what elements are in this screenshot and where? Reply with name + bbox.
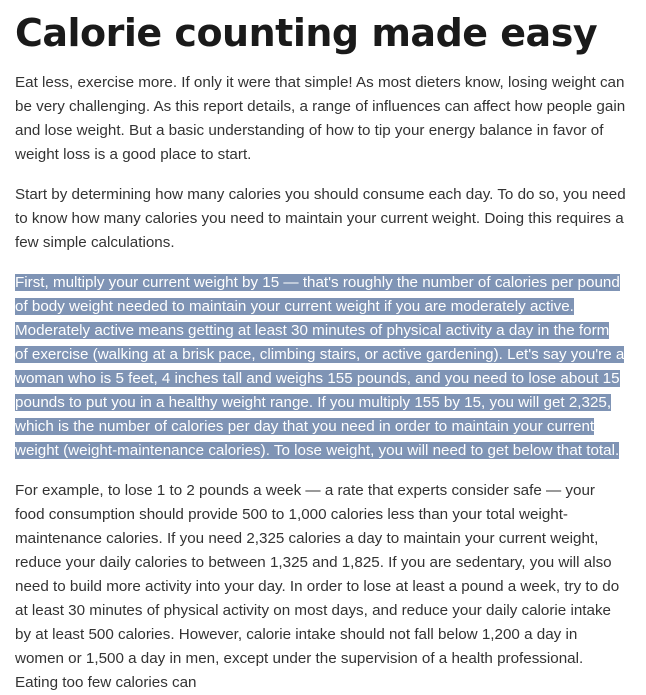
selected-text-highlight[interactable]: First, multiply your current weight by 15 — that's roughly the number of calories per pound of body weight needed to maintain your current weight if you are moderately active. Moderately active means getting at least 30 minutes of physical activity a day in the form of exercise (walking at a brisk pace, climbing stairs, or active gardening). Let's say you're a woman who is 5 feet, 4 inches tall and weighs 155 pounds, and you need to lose about 15 pounds to put you in a healthy weight range. If you multiply 155 by 15, you will get 2,325, which is the number of calories per day that you need in order to maintain your current weight (weight-maintenance calories). To lose weight, you will need to get below that total.	[15, 274, 625, 459]
article-title: Calorie counting made easy	[15, 11, 598, 55]
paragraph-example: For example, to lose 1 to 2 pounds a week — a rate that experts consider safe — your food consumption should provide 500 to 1,000 calories less than your total weight-maintenance calories. If you need 2,325 calories a day to maintain your current weight, reduce your daily calories to between 1,325 and 1,825. If you are sedentary, you will also need to build more activity into your day. In order to lose at least a pound a week, try to do at least 30 minutes of physical activity on most days, and reduce your daily calorie intake by at least 500 calories. However, calorie intake should not fall below 1,200 a day in women or 1,500 a day in men, except under the supervision of a health professional. Eating too few calories can	[15, 482, 620, 691]
paragraph-calculation-selected[interactable]	[15, 271, 626, 463]
title-wrap	[15, 0, 597, 56]
paragraph-determining-calories: Start by determining how many calories you should consume each day. To do so, you need to know how many calories you need to maintain your current weight. Doing this requires a few simple calculations.	[15, 186, 626, 251]
paragraph-intro: Eat less, exercise more. If only it were that simple! As most dieters know, losing weight can be very challenging. As this report details, a range of influences can affect how people gain and lose weight. But a basic understanding of how to tip your energy balance in favor of weight loss is a good place to start.	[15, 74, 626, 163]
